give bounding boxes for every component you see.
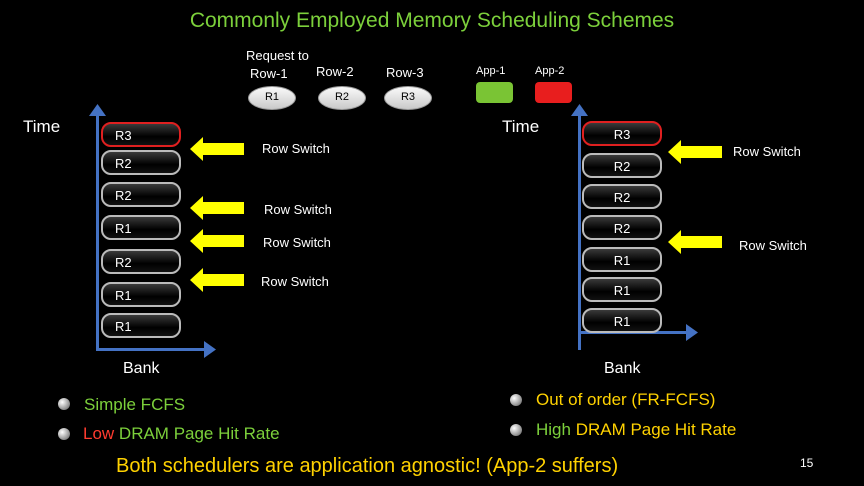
left-request-label: R1 xyxy=(115,221,132,236)
legend-row-2: Row-2 xyxy=(316,64,354,79)
right-request-r1 xyxy=(582,247,662,272)
right-bullet-1 xyxy=(536,390,715,410)
page-number: 15 xyxy=(800,456,814,470)
legend-oval-r1-label: R1 xyxy=(264,91,280,103)
left-bullet-2-highlight: Low xyxy=(83,424,115,443)
left-request-label: R2 xyxy=(115,255,132,270)
left-request-r2 xyxy=(101,182,181,207)
legend-row-1: Row-1 xyxy=(250,66,288,81)
left-bullet-1-text: Simple FCFS xyxy=(84,395,186,414)
legend-app-1-swatch xyxy=(476,82,513,103)
right-row-switch-label: Row Switch xyxy=(739,238,807,253)
right-bullet-2-highlight: High xyxy=(536,420,571,439)
right-axis-arrowhead-up xyxy=(571,104,588,116)
right-request-label: R2 xyxy=(613,159,631,174)
left-request-r1 xyxy=(101,282,181,307)
right-request-r2 xyxy=(582,215,662,240)
right-request-label: R2 xyxy=(613,221,631,236)
left-bank-axis xyxy=(96,348,208,351)
legend-row-3: Row-3 xyxy=(386,65,424,80)
left-bullet-2-text: DRAM Page Hit Rate xyxy=(114,424,280,443)
right-time-label: Time xyxy=(502,117,540,136)
right-bullet-2 xyxy=(536,420,736,440)
left-row-switch-label: Row Switch xyxy=(262,141,330,156)
right-request-label: R1 xyxy=(613,253,631,268)
right-bank-label: Bank xyxy=(604,360,641,377)
right-bullet-2-text: DRAM Page Hit Rate xyxy=(570,420,737,439)
right-row-switch-arrow-icon xyxy=(668,230,722,254)
left-request-label: R2 xyxy=(115,156,132,171)
legend-oval-r3-label: R3 xyxy=(400,91,416,103)
legend-oval-r3 xyxy=(384,86,432,110)
right-request-label: R2 xyxy=(613,190,631,205)
left-row-switch-label: Row Switch xyxy=(261,274,329,289)
left-row-switch-arrow-icon xyxy=(190,229,244,253)
left-time-label: Time xyxy=(23,117,61,136)
left-row-switch-arrow-icon xyxy=(190,137,244,161)
right-row-switch-arrow-icon xyxy=(668,140,722,164)
right-request-r1 xyxy=(582,308,662,333)
left-request-label: R3 xyxy=(115,128,132,143)
left-row-switch-arrow-icon xyxy=(190,268,244,292)
legend-oval-r1 xyxy=(248,86,296,110)
legend-oval-r2 xyxy=(318,86,366,110)
left-request-r1 xyxy=(101,215,181,240)
left-bullet-2 xyxy=(83,424,280,444)
left-bullet-1 xyxy=(84,395,185,415)
bullet-icon xyxy=(58,398,70,410)
right-row-switch-label: Row Switch xyxy=(733,144,801,159)
bullet-icon xyxy=(510,424,522,436)
left-request-label: R2 xyxy=(115,188,132,203)
left-request-r2 xyxy=(101,150,181,175)
right-axis-arrowhead-right xyxy=(686,324,698,341)
right-request-label: R3 xyxy=(613,127,631,142)
left-request-r3 xyxy=(101,122,181,147)
left-bank-label: Bank xyxy=(123,360,160,377)
bullet-icon xyxy=(510,394,522,406)
right-request-r2 xyxy=(582,184,662,209)
right-request-label: R1 xyxy=(613,314,631,329)
left-time-axis xyxy=(96,112,99,350)
left-axis-arrowhead-right xyxy=(204,341,216,358)
right-request-label: R1 xyxy=(613,283,631,298)
right-time-axis xyxy=(578,112,581,350)
legend-oval-r2-label: R2 xyxy=(334,91,350,103)
left-axis-arrowhead-up xyxy=(89,104,106,116)
right-request-r2 xyxy=(582,153,662,178)
right-request-r3 xyxy=(582,121,662,146)
right-request-r1 xyxy=(582,277,662,302)
right-bullet-1-text: Out of order (FR-FCFS) xyxy=(536,390,716,409)
slide-title: Commonly Employed Memory Scheduling Schemes xyxy=(189,9,675,32)
left-request-r1 xyxy=(101,313,181,338)
legend-app-1-label: App-1 xyxy=(476,65,506,77)
left-row-switch-label: Row Switch xyxy=(264,202,332,217)
left-row-switch-label: Row Switch xyxy=(263,235,331,250)
left-request-label: R1 xyxy=(115,319,132,334)
footer-statement: Both schedulers are application agnostic! (App-2 suffers) xyxy=(116,455,619,477)
legend-app-2-swatch xyxy=(535,82,572,103)
bullet-icon xyxy=(58,428,70,440)
left-request-r2 xyxy=(101,249,181,274)
legend-app-2-label: App-2 xyxy=(535,65,565,77)
left-row-switch-arrow-icon xyxy=(190,196,244,220)
legend-request-to: Request to xyxy=(246,48,309,63)
left-request-label: R1 xyxy=(115,288,132,303)
